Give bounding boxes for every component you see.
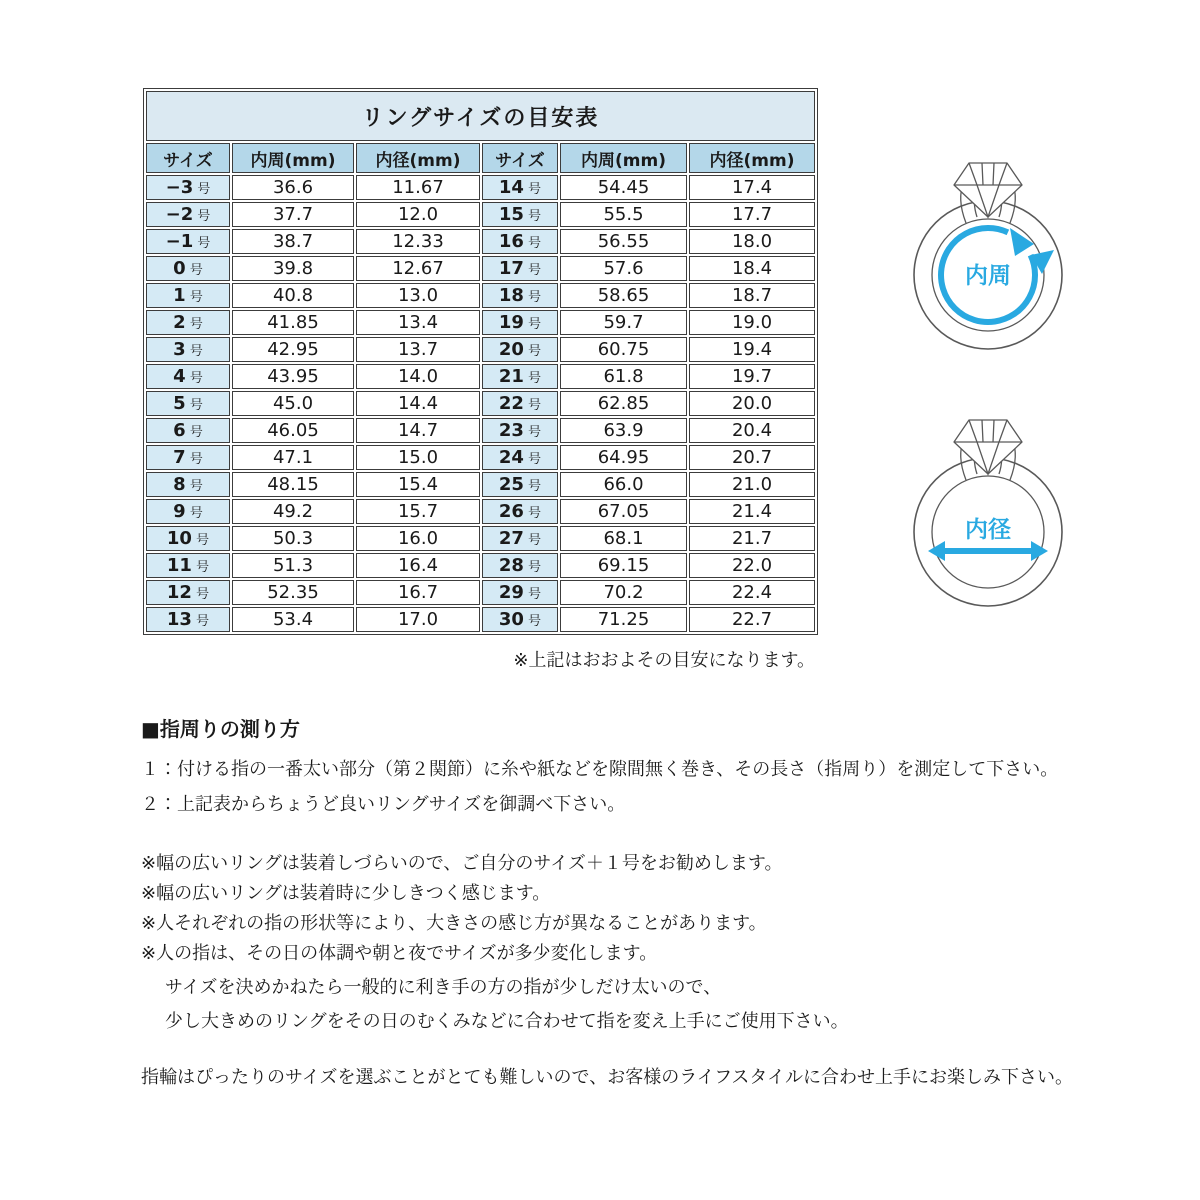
ring-size-table: [143, 88, 818, 635]
value-cell: 20.0: [689, 391, 815, 416]
size-cell: 10 号: [146, 526, 230, 551]
value-cell: 61.8: [560, 364, 687, 389]
value-cell: 14.7: [356, 418, 480, 443]
table-row: [146, 283, 815, 308]
caution-note: ※幅の広いリングは装着しづらいので、ご自分のサイズ＋１号をお勧めします。: [141, 853, 783, 874]
size-cell: 8 号: [146, 472, 230, 497]
size-cell: 15 号: [482, 202, 558, 227]
value-cell: 49.2: [232, 499, 354, 524]
caution-note: ※人の指は、その日の体調や朝と夜でサイズが多少変化します。: [141, 943, 658, 964]
size-cell: 2 号: [146, 310, 230, 335]
col-header-diam-left: 内径(mm): [356, 143, 480, 173]
size-cell: 27 号: [482, 526, 558, 551]
value-cell: 69.15: [560, 553, 687, 578]
size-cell: −3 号: [146, 175, 230, 200]
size-cell: 6 号: [146, 418, 230, 443]
value-cell: 56.55: [560, 229, 687, 254]
measuring-step: ２：上記表からちょうど良いリングサイズを御調べ下さい。: [141, 794, 626, 815]
value-cell: 41.85: [232, 310, 354, 335]
value-cell: 60.75: [560, 337, 687, 362]
value-cell: 17.4: [689, 175, 815, 200]
size-cell: 22 号: [482, 391, 558, 416]
table-row: [146, 256, 815, 281]
value-cell: 67.05: [560, 499, 687, 524]
size-cell: 25 号: [482, 472, 558, 497]
value-cell: 14.0: [356, 364, 480, 389]
table-row: [146, 310, 815, 335]
table-row: [146, 175, 815, 200]
value-cell: 62.85: [560, 391, 687, 416]
value-cell: 13.4: [356, 310, 480, 335]
size-cell: 13 号: [146, 607, 230, 632]
value-cell: 11.67: [356, 175, 480, 200]
value-cell: 18.7: [689, 283, 815, 308]
table-title-row: [146, 91, 815, 141]
value-cell: 18.0: [689, 229, 815, 254]
diamond-icon: [954, 420, 1022, 474]
arrowhead-icon: [928, 541, 945, 561]
value-cell: 53.4: [232, 607, 354, 632]
value-cell: 51.3: [232, 553, 354, 578]
value-cell: 55.5: [560, 202, 687, 227]
value-cell: 12.67: [356, 256, 480, 281]
caution-note-continued: サイズを決めかねたら一般的に利き手の方の指が少しだけ太いので、: [165, 977, 722, 998]
value-cell: 13.7: [356, 337, 480, 362]
value-cell: 19.7: [689, 364, 815, 389]
col-header-size-left: サイズ: [146, 143, 230, 173]
value-cell: 57.6: [560, 256, 687, 281]
value-cell: 48.15: [232, 472, 354, 497]
table-row: [146, 499, 815, 524]
value-cell: 43.95: [232, 364, 354, 389]
value-cell: 14.4: [356, 391, 480, 416]
value-cell: 45.0: [232, 391, 354, 416]
table-row: [146, 607, 815, 632]
size-cell: 5 号: [146, 391, 230, 416]
value-cell: 68.1: [560, 526, 687, 551]
value-cell: 38.7: [232, 229, 354, 254]
value-cell: 39.8: [232, 256, 354, 281]
size-cell: −1 号: [146, 229, 230, 254]
size-cell: 12 号: [146, 580, 230, 605]
value-cell: 13.0: [356, 283, 480, 308]
value-cell: 64.95: [560, 445, 687, 470]
value-cell: 15.7: [356, 499, 480, 524]
value-cell: 12.0: [356, 202, 480, 227]
value-cell: 40.8: [232, 283, 354, 308]
value-cell: 37.7: [232, 202, 354, 227]
value-cell: 16.7: [356, 580, 480, 605]
size-cell: 20 号: [482, 337, 558, 362]
size-cell: −2 号: [146, 202, 230, 227]
value-cell: 52.35: [232, 580, 354, 605]
value-cell: 54.45: [560, 175, 687, 200]
value-cell: 19.4: [689, 337, 815, 362]
size-cell: 26 号: [482, 499, 558, 524]
value-cell: 18.4: [689, 256, 815, 281]
size-cell: 7 号: [146, 445, 230, 470]
closing-note: 指輪はぴったりのサイズを選ぶことがとても難しいので、お客様のライフスタイルに合わせ上手にお楽しみ下さい。: [141, 1067, 1074, 1088]
col-header-circ-left: 内周(mm): [232, 143, 354, 173]
table-row: [146, 472, 815, 497]
value-cell: 22.0: [689, 553, 815, 578]
value-cell: 22.4: [689, 580, 815, 605]
value-cell: 16.0: [356, 526, 480, 551]
size-cell: 18 号: [482, 283, 558, 308]
caution-note: ※幅の広いリングは装着時に少しきつく感じます。: [141, 883, 551, 904]
value-cell: 19.0: [689, 310, 815, 335]
size-cell: 23 号: [482, 418, 558, 443]
value-cell: 42.95: [232, 337, 354, 362]
ring-illustration-diameter: [903, 410, 1073, 610]
measuring-step: １：付ける指の一番太い部分（第２関節）に糸や紙などを隙間無く巻き、その長さ（指周り）を測定して下さい。: [141, 759, 1059, 780]
table-row: [146, 526, 815, 551]
size-cell: 21 号: [482, 364, 558, 389]
diameter-label: 内径: [965, 517, 1011, 543]
size-cell: 29 号: [482, 580, 558, 605]
value-cell: 16.4: [356, 553, 480, 578]
table-row: [146, 418, 815, 443]
value-cell: 17.0: [356, 607, 480, 632]
arrowhead-icon: [1010, 228, 1034, 256]
measuring-heading: ■指周りの測り方: [141, 717, 300, 741]
value-cell: 59.7: [560, 310, 687, 335]
circumference-label: 内周: [965, 263, 1011, 289]
table-row: [146, 229, 815, 254]
size-cell: 30 号: [482, 607, 558, 632]
value-cell: 12.33: [356, 229, 480, 254]
size-cell: 24 号: [482, 445, 558, 470]
value-cell: 17.7: [689, 202, 815, 227]
value-cell: 22.7: [689, 607, 815, 632]
size-cell: 9 号: [146, 499, 230, 524]
caution-note: ※人それぞれの指の形状等により、大きさの感じ方が異なることがあります。: [141, 913, 767, 934]
diamond-icon: [954, 163, 1022, 217]
col-header-circ-right: 内周(mm): [560, 143, 687, 173]
value-cell: 21.0: [689, 472, 815, 497]
table-row: [146, 391, 815, 416]
table-row: [146, 202, 815, 227]
value-cell: 36.6: [232, 175, 354, 200]
col-header-size-right: サイズ: [482, 143, 558, 173]
table-row: [146, 364, 815, 389]
table-body: [146, 175, 815, 632]
arrowhead-icon: [1031, 541, 1048, 561]
table-row: [146, 580, 815, 605]
table-title: リングサイズの目安表: [146, 91, 815, 141]
size-cell: 16 号: [482, 229, 558, 254]
value-cell: 21.4: [689, 499, 815, 524]
size-cell: 0 号: [146, 256, 230, 281]
table-note: ※上記はおおよその目安になります。: [513, 650, 815, 671]
value-cell: 47.1: [232, 445, 354, 470]
table-header-row: [146, 143, 815, 173]
size-cell: 4 号: [146, 364, 230, 389]
col-header-diam-right: 内径(mm): [689, 143, 815, 173]
value-cell: 71.25: [560, 607, 687, 632]
size-cell: 1 号: [146, 283, 230, 308]
value-cell: 63.9: [560, 418, 687, 443]
table-row: [146, 445, 815, 470]
size-cell: 14 号: [482, 175, 558, 200]
size-cell: 3 号: [146, 337, 230, 362]
table-row: [146, 553, 815, 578]
value-cell: 20.4: [689, 418, 815, 443]
table-row: [146, 337, 815, 362]
caution-note-continued: 少し大きめのリングをその日のむくみなどに合わせて指を変え上手にご使用下さい。: [165, 1011, 849, 1032]
size-cell: 11 号: [146, 553, 230, 578]
value-cell: 21.7: [689, 526, 815, 551]
value-cell: 20.7: [689, 445, 815, 470]
size-cell: 19 号: [482, 310, 558, 335]
value-cell: 58.65: [560, 283, 687, 308]
value-cell: 15.4: [356, 472, 480, 497]
value-cell: 66.0: [560, 472, 687, 497]
size-cell: 28 号: [482, 553, 558, 578]
size-cell: 17 号: [482, 256, 558, 281]
value-cell: 50.3: [232, 526, 354, 551]
ring-illustration-circumference: [903, 153, 1073, 353]
value-cell: 46.05: [232, 418, 354, 443]
value-cell: 15.0: [356, 445, 480, 470]
value-cell: 70.2: [560, 580, 687, 605]
